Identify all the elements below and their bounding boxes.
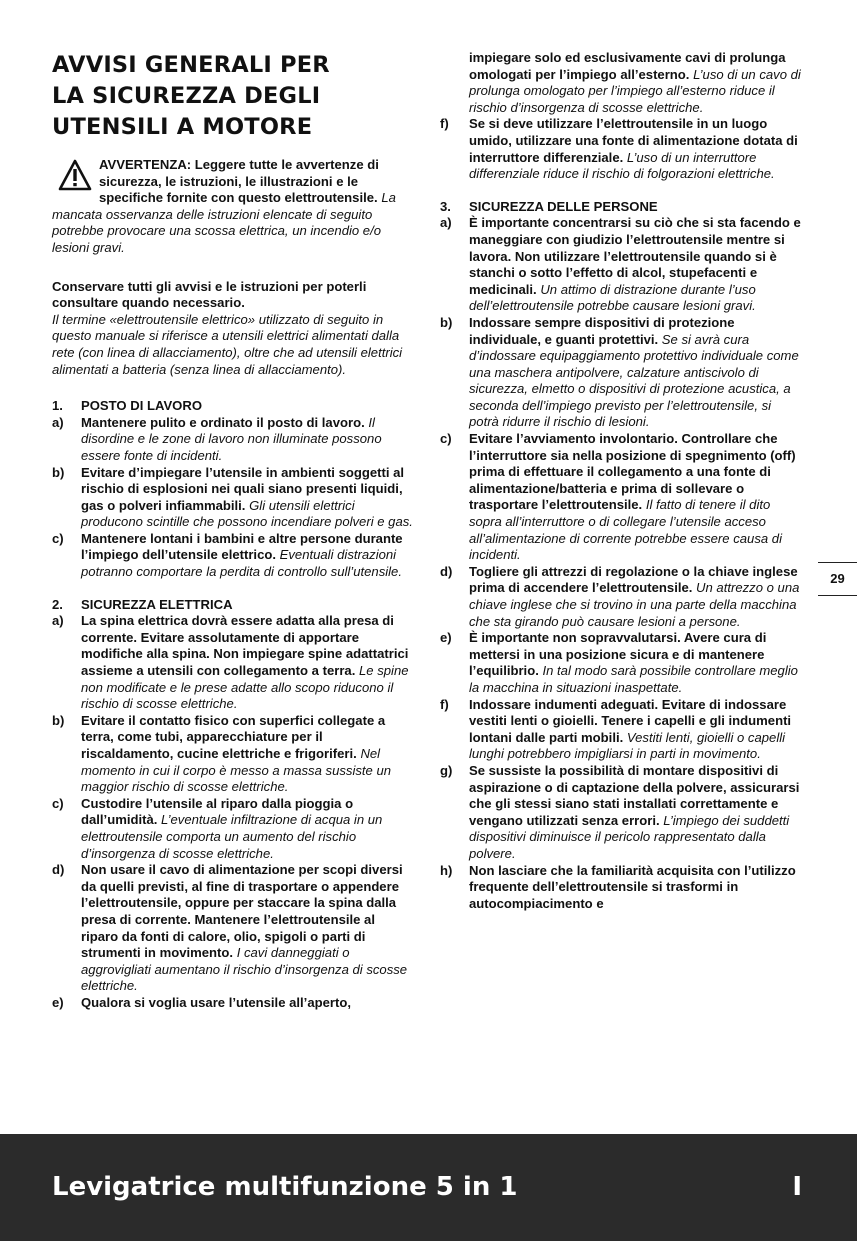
item-letter: e) [440,630,452,646]
item-letter: b) [440,314,453,330]
list-item [440,431,802,564]
item-italic: Gli utensili elettrici producono scintille che possono incendiare polveri e gas. [81,497,413,530]
item-bold: Se sussiste la possibilità di montare dispositivi di aspirazione o di captazione della polvere, assicurarsi che gli stessi siano stati installati correttamente e vengano utilizzati senza errori. [469,762,800,828]
list-item [440,564,802,630]
item-letter: a) [52,613,64,629]
section-title: SICUREZZA DELLE PERSONE [469,198,658,214]
item-italic: Il fatto di tenere il dito sopra all’interruttore o di collegare l’utensile acceso all’alimentazione di corrente potrebbe essere causa di incidenti. [469,497,782,563]
item-italic: Eventuali distrazioni potranno comportare la perdita di controllo sull’utensile. [81,547,402,580]
warning-triangle-icon [58,159,92,191]
section-title: POSTO DI LAVORO [81,398,203,414]
item-letter: g) [440,762,453,778]
item-letter: c) [52,530,64,546]
item-letter: e) [52,994,64,1010]
item-letter: d) [52,862,65,878]
warning-bold: AVVERTENZA: Leggere tutte le avvertenze di sicurezza, le istruzioni, le illustrazioni e le specifiche fornite con questo elettroutensile. [99,157,379,206]
item-letter: f) [440,116,449,132]
item-bold: La spina elettrica dovrà essere adatta alla presa di corrente. Evitare assolutamente di apportare modifiche alla spina. Non impiegare spine adattatrici assieme a utensili con collegamento a terra. [81,613,409,679]
section-heading [52,597,414,614]
conserve-paragraph [52,279,414,379]
list-item [440,697,802,763]
item-italic: Un attrezzo o una chiave inglese che si trovino in una parte della macchina che sta girando può causare lesioni a persone. [469,580,800,629]
warning-paragraph [52,157,414,257]
item-letter: c) [52,795,64,811]
item-italic: Un attimo di distrazione durante l’uso dell’elettroutensile potrebbe causare lesioni gravi. [469,281,756,314]
list-item [440,315,802,431]
section-title: SICUREZZA ELETTRICA [81,596,233,612]
item-letter: h) [440,862,453,878]
list-item [52,862,414,995]
item-italic: L’uso di un interruttore differenziale riduce il rischio di folgorazioni elettriche. [469,149,775,182]
list-item [52,796,414,862]
list-item-continued [440,50,802,116]
warning-italic: La mancata osservanza delle istruzioni elencate di seguito potrebbe provocare una scossa elettrica, un incendio e/o lesioni gravi. [52,190,396,255]
item-italic: Il disordine e le zone di lavoro non illuminate possono essere fonte di incidenti. [81,414,382,463]
item-bold: È importante concentrarsi su ciò che si sta facendo e maneggiare con giudizio l’elettroutensile mentre si lavora. Non utilizzare l’elettroutensile quando si è stanchi o sotto l’effetto di alcol, stupefacenti e medicinali. [469,215,801,297]
item-letter: b) [52,464,65,480]
list-item [52,465,414,531]
list-item [440,215,802,315]
item-bold: Evitare l’avviamento involontario. Controllare che l’interruttore sia nella posizione di spegnimento (off) prima di effettuare il collegamento a una fonte di alimentazione/batteria e prima di sollevare o trasportare l’elettroutensile. [469,431,796,513]
item-letter: a) [52,414,64,430]
item-bold: Custodire l’utensile al riparo dalla pioggia o dall’umidità. [81,795,354,828]
item-bold: impiegare solo ed esclusivamente cavi di prolunga omologati per l’impiego all’esterno. [469,50,786,82]
list-item [52,713,414,796]
item-italic: Nel momento in cui il corpo è messo a massa sussiste un maggior rischio di scosse elettriche. [81,746,392,795]
item-italic: In tal modo sarà possibile controllare meglio la macchina in situazioni inaspettate. [469,663,798,695]
title-line-3: UTENSILI A MOTORE [52,114,313,140]
item-italic: L’uso di un cavo di prolunga omologato per l’impiego all’esterno riduce il rischio d’insorgenza di scosse elettriche. [469,66,801,115]
section-heading [52,398,414,415]
title-line-2: LA SICUREZZA DEGLI [52,83,321,109]
item-bold: Qualora si voglia usare l’utensile all’aperto, [81,994,351,1010]
item-letter: c) [440,431,452,447]
section-number: 1. [52,398,63,414]
item-bold: È importante non sopravvalutarsi. Avere cura di mettersi in una posizione sicura e di mantenere l’equilibrio. [469,630,767,679]
item-italic: Se si avrà cura d’indossare equipaggiamento protettivo individuale come una maschera antipolvere, calzature antiscivolo di sicurezza, elmetto o dispositivi di protezione acustica, a seconda dell’impiego previsto per l’elettroutensile, si potrà ridurre il rischio di lesioni. [469,331,799,430]
page-title [52,50,414,143]
item-letter: b) [52,712,65,728]
item-letter: a) [440,215,452,231]
item-bold: Evitare il contatto fisico con superfici collegate a terra, come tubi, apparecchiature per il riscaldamento, cucine elettriche e frigoriferi. [81,712,386,761]
item-bold: Se si deve utilizzare l’elettroutensile in un luogo umido, utilizzare una fonte di alimentazione dotata di interruttore differenziale. [469,116,798,165]
footer-bar [0,1134,857,1241]
left-column [52,50,414,1012]
list-item [440,863,802,913]
list-item [52,613,414,713]
section-number: 2. [52,596,63,612]
item-italic: Le spine non modificate e le prese adatte allo scopo riducono il rischio di scosse elettriche. [81,663,409,712]
item-italic: L’impiego dei suddetti dispositivi diminuisce il pericolo rappresentato dalla polvere. [469,812,790,861]
item-italic: Vestiti lenti, gioielli o capelli lunghi potrebbero impigliarsi in parti in movimento. [469,729,786,762]
item-bold: Mantenere pulito e ordinato il posto di lavoro. [81,414,365,430]
list-item [52,415,414,465]
item-letter: f) [440,696,449,712]
list-item [440,116,802,182]
page-number: 29 [818,562,857,596]
item-letter: d) [440,563,453,579]
list-item [52,531,414,581]
item-bold: Evitare d’impiegare l’utensile in ambienti soggetti al rischio di esplosioni nei quali siano presenti liquidi, gas o polveri infiammabili. [81,464,405,513]
list-item [440,630,802,696]
item-bold: Togliere gli attrezzi di regolazione o la chiave inglese prima di accendere l’elettroutensile. [469,563,798,596]
footer-title: Levigatrice multifunzione 5 in 1 [52,1172,518,1202]
title-line-1: AVVISI GENERALI PER [52,52,330,78]
footer-language: I [792,1172,802,1202]
item-bold: Non usare il cavo di alimentazione per scopi diversi da quelli previsti, al fine di trasportare o appendere l’elettroutensile, oppure per staccare la spina dalla presa di corrente. Mantenere l’elettroutensile al riparo da fonti di calore, olio, spigoli o parti di strumenti in movimento. [81,862,403,961]
item-bold: Indossare sempre dispositivi di protezione individuale, e guanti protettivi. [469,314,735,347]
item-italic: L’eventuale infiltrazione di acqua in un elettroutensile comporta un aumento del rischio d’insorgenza di scosse elettriche. [81,812,383,861]
right-column [440,50,802,912]
list-item [52,995,414,1012]
section-number: 3. [440,198,451,214]
item-bold: Indossare indumenti adeguati. Evitare di indossare vestiti lenti o gioielli. Tenere i capelli e gli indumenti lontani dalle parti mobili. [469,696,792,745]
conserve-bold: Conservare tutti gli avvisi e le istruzioni per poterli consultare quando necessario. [52,278,367,311]
item-italic: I cavi danneggiati o aggrovigliati aumentano il rischio d’insorgenza di scosse elettriche. [81,945,408,994]
item-bold: Non lasciare che la familiarità acquisita con l’utilizzo frequente dell’elettroutensile si trasformi in autocompiacimento e [469,862,796,911]
conserve-italic: Il termine «elettroutensile elettrico» utilizzato di seguito in questo manuale si riferisce a utensili elettrici alimentati dalla rete (con linea di allacciamento), oltre che ad utensili elettrici alimentati a batteria (senza linea di allacciamento). [52,311,403,377]
list-item [440,763,802,863]
item-bold: Mantenere lontani i bambini e altre persone durante l’impiego dell’utensile elettrico. [81,530,403,563]
section-heading [440,199,802,216]
